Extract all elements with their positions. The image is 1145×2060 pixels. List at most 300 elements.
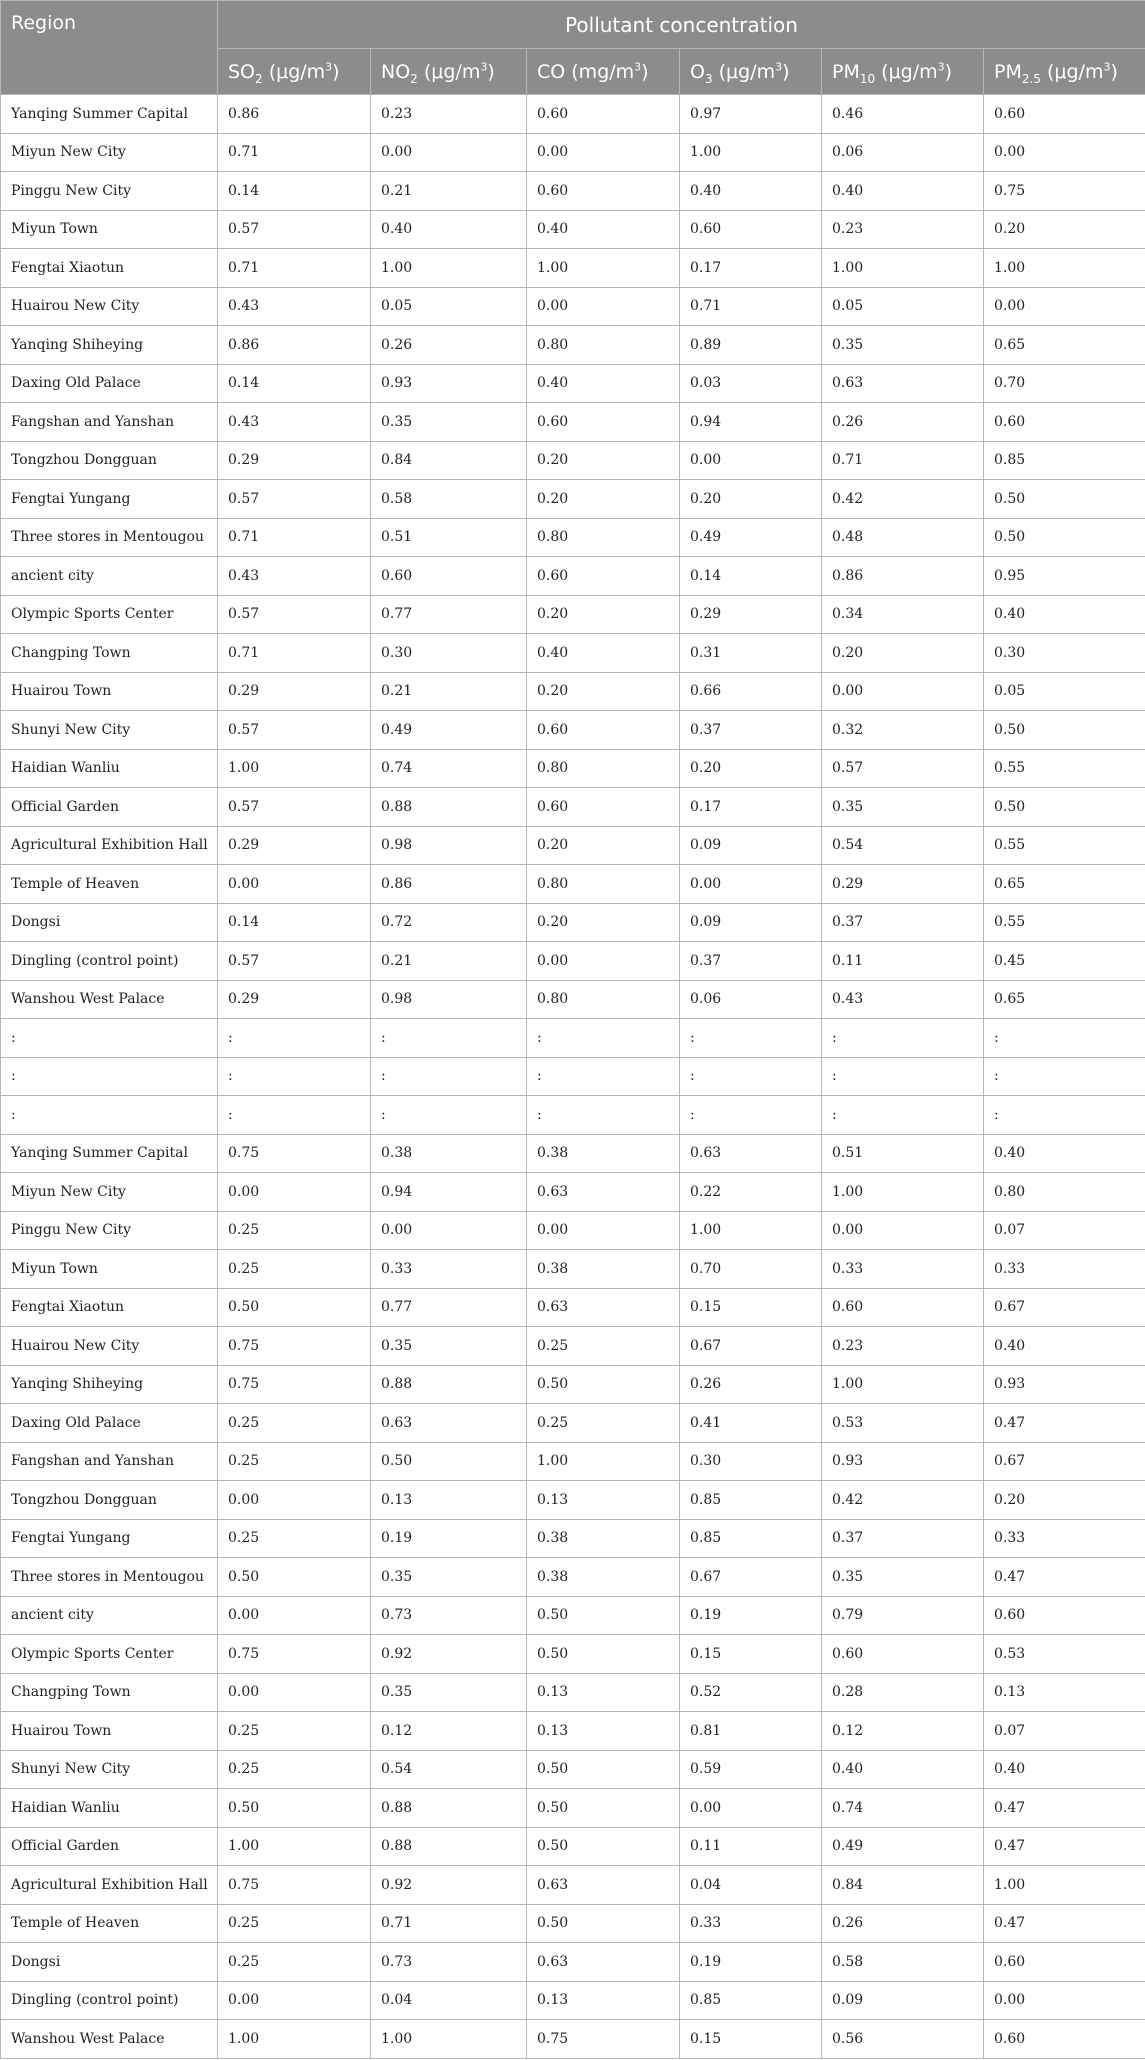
pm25-cell: 0.33 — [984, 1519, 1145, 1558]
no2-cell: 0.21 — [371, 942, 527, 981]
no2-cell: 0.88 — [371, 1789, 527, 1828]
region-cell: Tongzhou Dongguan — [1, 1481, 218, 1520]
so2-cell: 0.25 — [218, 1904, 371, 1943]
table-body — [1, 95, 1145, 2059]
pm10-cell: 0.37 — [822, 1519, 984, 1558]
pm25-cell: 0.60 — [984, 1943, 1145, 1982]
so2-cell: 0.71 — [218, 518, 371, 557]
o3-cell: : — [680, 1019, 822, 1058]
so2-cell: 0.00 — [218, 1673, 371, 1712]
region-cell: Miyun New City — [1, 1173, 218, 1212]
co-cell: 0.40 — [527, 634, 680, 673]
so2-cell: 0.25 — [218, 1250, 371, 1289]
region-cell: Official Garden — [1, 788, 218, 827]
so2-cell: 0.00 — [218, 1981, 371, 2020]
table-row — [1, 1096, 1145, 1135]
co-cell: 0.60 — [527, 711, 680, 750]
table-row — [1, 711, 1145, 750]
pm25-cell: 0.47 — [984, 1904, 1145, 1943]
region-cell: Miyun Town — [1, 210, 218, 249]
no2-cell: 0.54 — [371, 1750, 527, 1789]
region-cell: : — [1, 1096, 218, 1135]
pm10-cell: 0.49 — [822, 1827, 984, 1866]
no2-cell: 1.00 — [371, 249, 527, 288]
so2-cell: 0.43 — [218, 403, 371, 442]
pm25-cell: 0.50 — [984, 711, 1145, 750]
o3-cell: 1.00 — [680, 133, 822, 172]
so2-cell: 0.86 — [218, 95, 371, 134]
co-cell: 0.20 — [527, 672, 680, 711]
table-row — [1, 287, 1145, 326]
pm25-cell: 0.40 — [984, 1134, 1145, 1173]
table-row — [1, 1211, 1145, 1250]
co-cell: 0.38 — [527, 1558, 680, 1597]
no2-cell: 0.93 — [371, 364, 527, 403]
so2-cell: 0.43 — [218, 557, 371, 596]
pm10-cell: 0.35 — [822, 1558, 984, 1597]
pm10-cell: 0.37 — [822, 903, 984, 942]
region-cell: Fangshan and Yanshan — [1, 1442, 218, 1481]
pm10-cell: : — [822, 1096, 984, 1135]
o3-cell: 0.89 — [680, 326, 822, 365]
pm25-cell: 0.20 — [984, 1481, 1145, 1520]
column-header-co: CO $(mg/m^3)$ — [527, 49, 680, 95]
pm25-cell: 0.60 — [984, 95, 1145, 134]
column-header-o3: $O_3$ $(\mu g/m^3)$ — [680, 49, 822, 95]
o3-cell: 0.06 — [680, 980, 822, 1019]
pm10-cell: 0.57 — [822, 749, 984, 788]
pm25-cell: 0.60 — [984, 2020, 1145, 2059]
region-cell: Wanshou West Palace — [1, 2020, 218, 2059]
region-cell: Huairou New City — [1, 287, 218, 326]
no2-cell: 0.12 — [371, 1712, 527, 1751]
no2-cell: 0.23 — [371, 95, 527, 134]
pm10-cell: : — [822, 1057, 984, 1096]
no2-cell: 0.88 — [371, 1365, 527, 1404]
table-row — [1, 865, 1145, 904]
pm10-cell: 0.79 — [822, 1596, 984, 1635]
region-cell: Dingling (control point) — [1, 1981, 218, 2020]
co-cell: 0.00 — [527, 287, 680, 326]
so2-cell: 0.71 — [218, 249, 371, 288]
region-cell: Changping Town — [1, 1673, 218, 1712]
pm10-cell: 0.53 — [822, 1404, 984, 1443]
region-cell: Pinggu New City — [1, 172, 218, 211]
o3-cell: 0.66 — [680, 672, 822, 711]
o3-cell: 0.97 — [680, 95, 822, 134]
table-row — [1, 249, 1145, 288]
o3-cell: 0.31 — [680, 634, 822, 673]
pm10-cell: 0.05 — [822, 287, 984, 326]
region-cell: Agricultural Exhibition Hall — [1, 826, 218, 865]
region-cell: Yanqing Shiheying — [1, 1365, 218, 1404]
pm10-cell: 0.26 — [822, 1904, 984, 1943]
o3-cell: 0.49 — [680, 518, 822, 557]
no2-cell: 0.49 — [371, 711, 527, 750]
co-cell: 0.20 — [527, 903, 680, 942]
pm25-cell: 0.95 — [984, 557, 1145, 596]
so2-cell: 1.00 — [218, 2020, 371, 2059]
so2-cell: 0.00 — [218, 865, 371, 904]
so2-cell: 1.00 — [218, 749, 371, 788]
pm25-cell: 0.67 — [984, 1288, 1145, 1327]
no2-cell: 0.00 — [371, 133, 527, 172]
column-header-no2: $NO_2$ $(\mu g/m^3)$ — [371, 49, 527, 95]
o3-cell: 0.29 — [680, 595, 822, 634]
pm25-cell: 0.50 — [984, 788, 1145, 827]
pm25-cell: 0.60 — [984, 1596, 1145, 1635]
o3-cell: 0.15 — [680, 1288, 822, 1327]
no2-cell: 0.63 — [371, 1404, 527, 1443]
pm25-cell: 0.47 — [984, 1789, 1145, 1828]
co-cell: 0.50 — [527, 1789, 680, 1828]
region-cell: Daxing Old Palace — [1, 364, 218, 403]
co-cell: 1.00 — [527, 1442, 680, 1481]
pm10-cell: 0.42 — [822, 1481, 984, 1520]
so2-cell: 0.25 — [218, 1712, 371, 1751]
so2-cell: 0.00 — [218, 1481, 371, 1520]
column-header-pm25: $PM_{2.5}$ $(\mu g/m^3)$ — [984, 49, 1145, 95]
pm25-cell: 1.00 — [984, 249, 1145, 288]
pm25-cell: 0.40 — [984, 1750, 1145, 1789]
table-row — [1, 634, 1145, 673]
table-row — [1, 980, 1145, 1019]
pm25-cell: 0.85 — [984, 441, 1145, 480]
co-cell: 0.25 — [527, 1327, 680, 1366]
o3-cell: 0.20 — [680, 749, 822, 788]
pm10-cell: 0.35 — [822, 326, 984, 365]
no2-cell: 0.13 — [371, 1481, 527, 1520]
no2-cell: 0.98 — [371, 826, 527, 865]
co-cell: 1.00 — [527, 249, 680, 288]
no2-cell: : — [371, 1096, 527, 1135]
pm10-cell: 0.43 — [822, 980, 984, 1019]
region-header: Region — [1, 1, 218, 95]
co-cell: 0.80 — [527, 518, 680, 557]
no2-cell: 0.77 — [371, 595, 527, 634]
co-cell: 0.00 — [527, 942, 680, 981]
so2-cell: : — [218, 1019, 371, 1058]
table-row — [1, 403, 1145, 442]
pm25-cell: 0.07 — [984, 1712, 1145, 1751]
no2-cell: 0.73 — [371, 1943, 527, 1982]
region-cell: Yanqing Summer Capital — [1, 1134, 218, 1173]
o3-cell: 0.81 — [680, 1712, 822, 1751]
pm10-cell: 0.51 — [822, 1134, 984, 1173]
o3-cell: 0.40 — [680, 172, 822, 211]
region-cell: Shunyi New City — [1, 711, 218, 750]
pm10-cell: 0.28 — [822, 1673, 984, 1712]
table-row — [1, 1866, 1145, 1905]
o3-cell: 0.00 — [680, 1789, 822, 1828]
pm25-cell: 0.45 — [984, 942, 1145, 981]
pm25-cell: 0.13 — [984, 1673, 1145, 1712]
o3-cell: 0.30 — [680, 1442, 822, 1481]
no2-cell: 0.35 — [371, 1327, 527, 1366]
pm10-cell: 0.58 — [822, 1943, 984, 1982]
no2-cell: 0.92 — [371, 1866, 527, 1905]
o3-cell: 0.26 — [680, 1365, 822, 1404]
table-row — [1, 518, 1145, 557]
region-cell: Temple of Heaven — [1, 1904, 218, 1943]
o3-cell: 0.63 — [680, 1134, 822, 1173]
no2-cell: 0.88 — [371, 1827, 527, 1866]
pm25-cell: 0.80 — [984, 1173, 1145, 1212]
pm25-cell: : — [984, 1019, 1145, 1058]
o3-cell: 0.04 — [680, 1866, 822, 1905]
so2-cell: 0.25 — [218, 1519, 371, 1558]
no2-cell: 0.92 — [371, 1635, 527, 1674]
region-cell: Wanshou West Palace — [1, 980, 218, 1019]
pm25-cell: 0.20 — [984, 210, 1145, 249]
o3-cell: 0.09 — [680, 903, 822, 942]
o3-cell: 0.19 — [680, 1943, 822, 1982]
region-cell: : — [1, 1057, 218, 1096]
so2-cell: 0.57 — [218, 942, 371, 981]
co-cell: 0.63 — [527, 1943, 680, 1982]
table-row — [1, 1327, 1145, 1366]
co-cell: 0.13 — [527, 1673, 680, 1712]
co-cell: 0.80 — [527, 749, 680, 788]
so2-cell: 0.25 — [218, 1943, 371, 1982]
pm10-cell: 0.46 — [822, 95, 984, 134]
so2-cell: 0.57 — [218, 480, 371, 519]
o3-cell: 0.71 — [680, 287, 822, 326]
pm10-cell: 0.09 — [822, 1981, 984, 2020]
co-cell: 0.13 — [527, 1481, 680, 1520]
so2-cell: 0.57 — [218, 210, 371, 249]
pm25-cell: 0.00 — [984, 133, 1145, 172]
co-cell: 0.50 — [527, 1596, 680, 1635]
no2-cell: 0.88 — [371, 788, 527, 827]
co-cell: 0.80 — [527, 980, 680, 1019]
o3-cell: 0.17 — [680, 249, 822, 288]
pm25-cell: 0.53 — [984, 1635, 1145, 1674]
region-cell: Olympic Sports Center — [1, 1635, 218, 1674]
region-cell: Fengtai Yungang — [1, 1519, 218, 1558]
so2-cell: 0.50 — [218, 1558, 371, 1597]
so2-cell: 0.29 — [218, 672, 371, 711]
region-cell: Temple of Heaven — [1, 865, 218, 904]
no2-cell: 0.74 — [371, 749, 527, 788]
co-cell: 0.63 — [527, 1288, 680, 1327]
pm10-cell: 0.40 — [822, 1750, 984, 1789]
region-cell: Huairou Town — [1, 672, 218, 711]
pm10-cell: 0.34 — [822, 595, 984, 634]
table-row — [1, 903, 1145, 942]
o3-cell: 0.03 — [680, 364, 822, 403]
no2-cell: 0.30 — [371, 634, 527, 673]
table-row — [1, 1827, 1145, 1866]
region-cell: Yanqing Shiheying — [1, 326, 218, 365]
pm25-cell: 0.70 — [984, 364, 1145, 403]
pm10-cell: 0.84 — [822, 1866, 984, 1905]
pm25-cell: : — [984, 1057, 1145, 1096]
o3-cell: 0.15 — [680, 2020, 822, 2059]
no2-cell: : — [371, 1057, 527, 1096]
pm25-cell: 0.30 — [984, 634, 1145, 673]
so2-cell: 0.75 — [218, 1134, 371, 1173]
so2-cell: 0.14 — [218, 903, 371, 942]
no2-cell: 0.21 — [371, 672, 527, 711]
so2-cell: 1.00 — [218, 1827, 371, 1866]
pm10-cell: : — [822, 1019, 984, 1058]
table-row — [1, 1904, 1145, 1943]
co-cell: 0.13 — [527, 1712, 680, 1751]
no2-cell: 0.00 — [371, 1211, 527, 1250]
co-cell: 0.20 — [527, 826, 680, 865]
o3-cell: 0.33 — [680, 1904, 822, 1943]
region-cell: : — [1, 1019, 218, 1058]
no2-cell: 0.35 — [371, 1558, 527, 1597]
no2-cell: 0.73 — [371, 1596, 527, 1635]
o3-cell: 0.17 — [680, 788, 822, 827]
no2-cell: 0.33 — [371, 1250, 527, 1289]
pm25-cell: 0.65 — [984, 980, 1145, 1019]
pm10-cell: 0.60 — [822, 1288, 984, 1327]
co-cell: 0.00 — [527, 1211, 680, 1250]
pm25-cell: 0.40 — [984, 595, 1145, 634]
region-cell: Agricultural Exhibition Hall — [1, 1866, 218, 1905]
table-row — [1, 1019, 1145, 1058]
so2-cell: : — [218, 1096, 371, 1135]
so2-cell: 0.29 — [218, 980, 371, 1019]
co-cell: 0.80 — [527, 865, 680, 904]
region-cell: Dongsi — [1, 903, 218, 942]
table-row — [1, 1558, 1145, 1597]
no2-cell: 0.35 — [371, 403, 527, 442]
no2-cell: 0.98 — [371, 980, 527, 1019]
no2-cell: 0.21 — [371, 172, 527, 211]
table-row — [1, 1404, 1145, 1443]
co-cell: 0.40 — [527, 364, 680, 403]
table-row — [1, 1481, 1145, 1520]
table-row — [1, 1943, 1145, 1982]
so2-cell: 0.25 — [218, 1211, 371, 1250]
o3-cell: 0.15 — [680, 1635, 822, 1674]
table-row — [1, 557, 1145, 596]
co-cell: 0.25 — [527, 1404, 680, 1443]
no2-cell: 0.50 — [371, 1442, 527, 1481]
so2-cell: 0.29 — [218, 441, 371, 480]
table-row — [1, 133, 1145, 172]
no2-cell: 0.94 — [371, 1173, 527, 1212]
region-cell: ancient city — [1, 1596, 218, 1635]
pm25-cell: 0.05 — [984, 672, 1145, 711]
pm10-cell: 0.12 — [822, 1712, 984, 1751]
region-cell: Huairou Town — [1, 1712, 218, 1751]
pm10-cell: 1.00 — [822, 1173, 984, 1212]
pm25-cell: 0.55 — [984, 903, 1145, 942]
table-row — [1, 326, 1145, 365]
o3-cell: 1.00 — [680, 1211, 822, 1250]
so2-cell: 0.00 — [218, 1173, 371, 1212]
pm25-cell: 1.00 — [984, 1866, 1145, 1905]
o3-cell: : — [680, 1096, 822, 1135]
o3-cell: 0.59 — [680, 1750, 822, 1789]
pm25-cell: 0.00 — [984, 1981, 1145, 2020]
no2-cell: 0.26 — [371, 326, 527, 365]
pm10-cell: 0.23 — [822, 1327, 984, 1366]
o3-cell: 0.52 — [680, 1673, 822, 1712]
co-cell: 0.60 — [527, 557, 680, 596]
pm25-cell: : — [984, 1096, 1145, 1135]
pm25-cell: 0.47 — [984, 1558, 1145, 1597]
so2-cell: 0.75 — [218, 1866, 371, 1905]
co-cell: : — [527, 1057, 680, 1096]
pm10-cell: 0.06 — [822, 133, 984, 172]
co-cell: 0.60 — [527, 788, 680, 827]
no2-cell: 0.35 — [371, 1673, 527, 1712]
so2-cell: 0.71 — [218, 634, 371, 673]
o3-cell: 0.00 — [680, 865, 822, 904]
co-cell: 0.20 — [527, 480, 680, 519]
o3-cell: 0.67 — [680, 1558, 822, 1597]
pm10-cell: 0.60 — [822, 1635, 984, 1674]
region-cell: Olympic Sports Center — [1, 595, 218, 634]
region-cell: Official Garden — [1, 1827, 218, 1866]
pm10-cell: 0.48 — [822, 518, 984, 557]
pm25-cell: 0.65 — [984, 865, 1145, 904]
no2-cell: 1.00 — [371, 2020, 527, 2059]
region-cell: Three stores in Mentougou — [1, 518, 218, 557]
co-cell: 0.20 — [527, 441, 680, 480]
co-cell: 0.60 — [527, 172, 680, 211]
table-row — [1, 942, 1145, 981]
o3-cell: 0.41 — [680, 1404, 822, 1443]
pm10-cell: 0.71 — [822, 441, 984, 480]
o3-cell: 0.19 — [680, 1596, 822, 1635]
co-cell: 0.38 — [527, 1519, 680, 1558]
region-cell: Miyun New City — [1, 133, 218, 172]
pm10-cell: 0.00 — [822, 672, 984, 711]
pm25-cell: 0.65 — [984, 326, 1145, 365]
so2-cell: 0.86 — [218, 326, 371, 365]
co-cell: 0.50 — [527, 1827, 680, 1866]
co-cell: 0.63 — [527, 1866, 680, 1905]
o3-cell: 0.09 — [680, 826, 822, 865]
pm10-cell: 0.35 — [822, 788, 984, 827]
pm25-cell: 0.40 — [984, 1327, 1145, 1366]
co-cell: 0.50 — [527, 1904, 680, 1943]
table-row — [1, 1750, 1145, 1789]
o3-cell: 0.60 — [680, 210, 822, 249]
table-row — [1, 672, 1145, 711]
so2-cell: 0.75 — [218, 1635, 371, 1674]
pm10-cell: 1.00 — [822, 1365, 984, 1404]
table-row — [1, 826, 1145, 865]
no2-cell: 0.86 — [371, 865, 527, 904]
no2-cell: 0.60 — [371, 557, 527, 596]
o3-cell: 0.85 — [680, 1481, 822, 1520]
o3-cell: 0.94 — [680, 403, 822, 442]
so2-cell: 0.14 — [218, 172, 371, 211]
pm25-cell: 0.33 — [984, 1250, 1145, 1289]
so2-cell: 0.50 — [218, 1288, 371, 1327]
o3-cell: 0.22 — [680, 1173, 822, 1212]
no2-cell: 0.40 — [371, 210, 527, 249]
so2-cell: 0.14 — [218, 364, 371, 403]
region-cell: Fengtai Yungang — [1, 480, 218, 519]
table-row — [1, 1057, 1145, 1096]
co-cell: 0.50 — [527, 1750, 680, 1789]
table-row — [1, 1288, 1145, 1327]
region-cell: Changping Town — [1, 634, 218, 673]
so2-cell: 0.25 — [218, 1442, 371, 1481]
pm10-cell: 0.00 — [822, 1211, 984, 1250]
region-cell: Fengtai Xiaotun — [1, 249, 218, 288]
table-row — [1, 788, 1145, 827]
